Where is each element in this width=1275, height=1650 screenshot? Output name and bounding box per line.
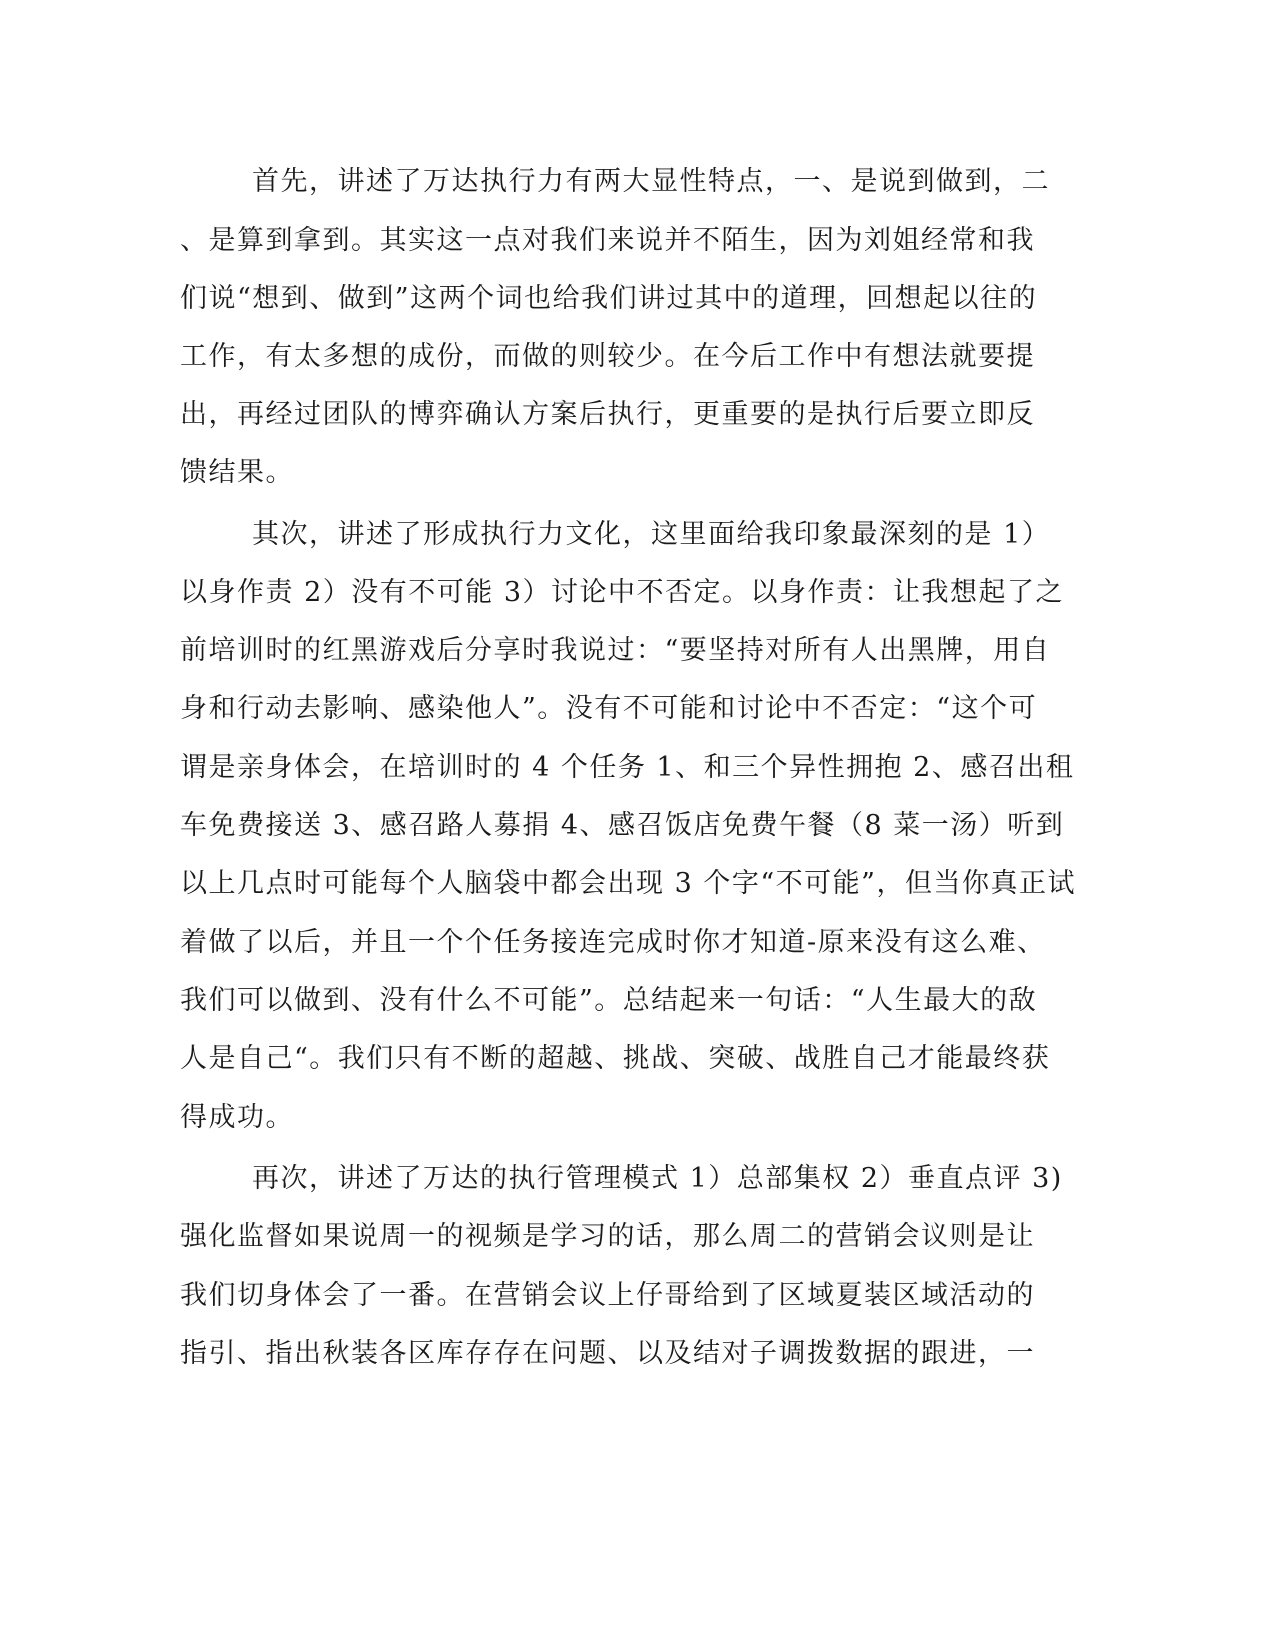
paragraph-line: 工作，有太多想的成份，而做的则较少。在今后工作中有想法就要提: [180, 341, 1035, 372]
paragraph-line: 前培训时的红黑游戏后分享时我说过：“要坚持对所有人出黑牌，用自: [180, 635, 1051, 666]
paragraph-line: 我们切身体会了一番。在营销会议上仔哥给到了区域夏装区域活动的: [180, 1280, 1035, 1311]
paragraph-line: 以上几点时可能每个人脑袋中都会出现 3 个字“不可能”，但当你真正试: [180, 868, 1076, 899]
paragraph-line: 出，再经过团队的博弈确认方案后执行，更重要的是执行后要立即反: [180, 399, 1035, 430]
paragraph-line: 着做了以后，并且一个个任务接连完成时你才知道-原来没有这么难、: [180, 927, 1046, 958]
paragraph-line: 、是算到拿到。其实这一点对我们来说并不陌生，因为刘姐经常和我: [180, 225, 1035, 256]
paragraph-line: 再次，讲述了万达的执行管理模式 1）总部集权 2）垂直点评 3): [252, 1163, 1063, 1194]
paragraph-line: 指引、指出秋装各区库存存在问题、以及结对子调拨数据的跟进，一: [180, 1338, 1035, 1369]
paragraph-line: 们说“想到、做到”这两个词也给我们讲过其中的道理，回想起以往的: [180, 283, 1038, 314]
paragraph-line: 我们可以做到、没有什么不可能”。总结起来一句话：“人生最大的敌: [180, 985, 1038, 1016]
paragraph-line: 人是自己“。我们只有不断的超越、挑战、突破、战胜自己才能最终获: [180, 1043, 1051, 1074]
paragraph-line: 车免费接送 3、感召路人募捐 4、感召饭店免费午餐（8 菜一汤）听到: [180, 810, 1065, 841]
paragraph-line: 馈结果。: [180, 457, 294, 488]
paragraph-line: 身和行动去影响、感染他人”。没有不可能和讨论中不否定：“这个可: [180, 693, 1038, 724]
paragraph-line: 其次，讲述了形成执行力文化，这里面给我印象最深刻的是 1）: [252, 519, 1051, 550]
paragraph-line: 以身作责 2）没有不可能 3）讨论中不否定。以身作责：让我想起了之: [180, 577, 1065, 608]
paragraph-line: 强化监督如果说周一的视频是学习的话，那么周二的营销会议则是让: [180, 1221, 1035, 1252]
paragraph-line: 首先，讲述了万达执行力有两大显性特点，一、是说到做到，二: [252, 166, 1050, 197]
paragraph-line: 谓是亲身体会，在培训时的 4 个任务 1、和三个异性拥抱 2、感召出租: [180, 752, 1075, 783]
paragraph-line: 得成功。: [180, 1102, 294, 1133]
